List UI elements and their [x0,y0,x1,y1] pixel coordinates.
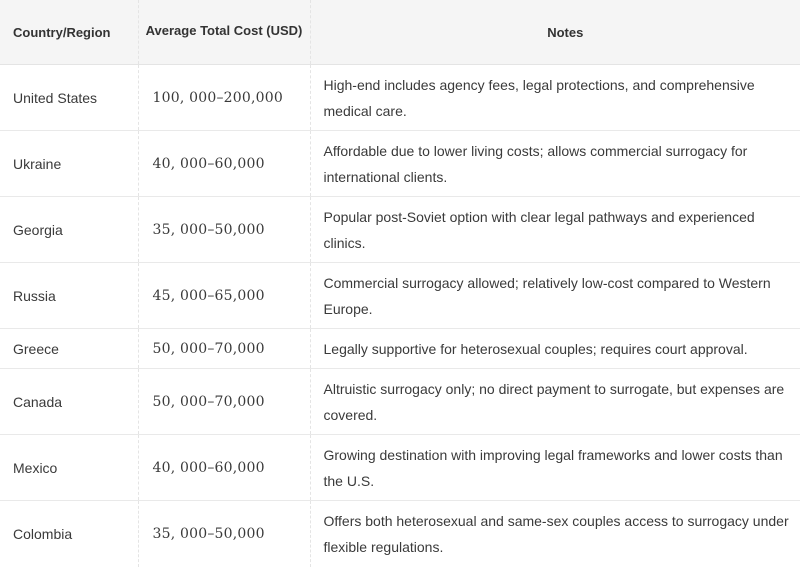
country-cell: Georgia [0,197,138,263]
cost-cell: 45, 000–65,000 [138,263,310,329]
notes-cell: Affordable due to lower living costs; allows commercial surrogacy for international clients. [310,131,800,197]
country-cell: United States [0,65,138,131]
table-row [0,435,800,501]
table-row [0,131,800,197]
header-country: Country/Region [0,0,138,65]
table-row [0,501,800,567]
table-row [0,263,800,329]
notes-cell: Popular post-Soviet option with clear legal pathways and experienced clinics. [310,197,800,263]
table-row [0,369,800,435]
cost-cell: 100, 000–200,000 [138,65,310,131]
country-cell: Greece [0,329,138,369]
table-row [0,329,800,369]
header-notes: Notes [310,0,800,65]
cost-cell: 50, 000–70,000 [138,369,310,435]
country-cell: Colombia [0,501,138,567]
cost-cell: 35, 000–50,000 [138,197,310,263]
country-cell: Russia [0,263,138,329]
country-cell: Canada [0,369,138,435]
table-row [0,197,800,263]
notes-cell: Commercial surrogacy allowed; relatively low-cost compared to Western Europe. [310,263,800,329]
notes-cell: Growing destination with improving legal frameworks and lower costs than the U.S. [310,435,800,501]
cost-cell: 40, 000–60,000 [138,131,310,197]
notes-cell: Offers both heterosexual and same-sex couples access to surrogacy under flexible regulations. [310,501,800,567]
table-row [0,65,800,131]
notes-cell: High-end includes agency fees, legal protections, and comprehensive medical care. [310,65,800,131]
notes-cell: Altruistic surrogacy only; no direct payment to surrogate, but expenses are covered. [310,369,800,435]
cost-cell: 50, 000–70,000 [138,329,310,369]
header-cost: Average Total Cost (USD) [138,0,310,65]
table-header [0,0,800,65]
header-row [0,0,800,65]
table-body [0,65,800,567]
country-cell: Mexico [0,435,138,501]
cost-cell: 40, 000–60,000 [138,435,310,501]
country-cell: Ukraine [0,131,138,197]
cost-cell: 35, 000–50,000 [138,501,310,567]
notes-cell: Legally supportive for heterosexual couples; requires court approval. [310,329,800,369]
